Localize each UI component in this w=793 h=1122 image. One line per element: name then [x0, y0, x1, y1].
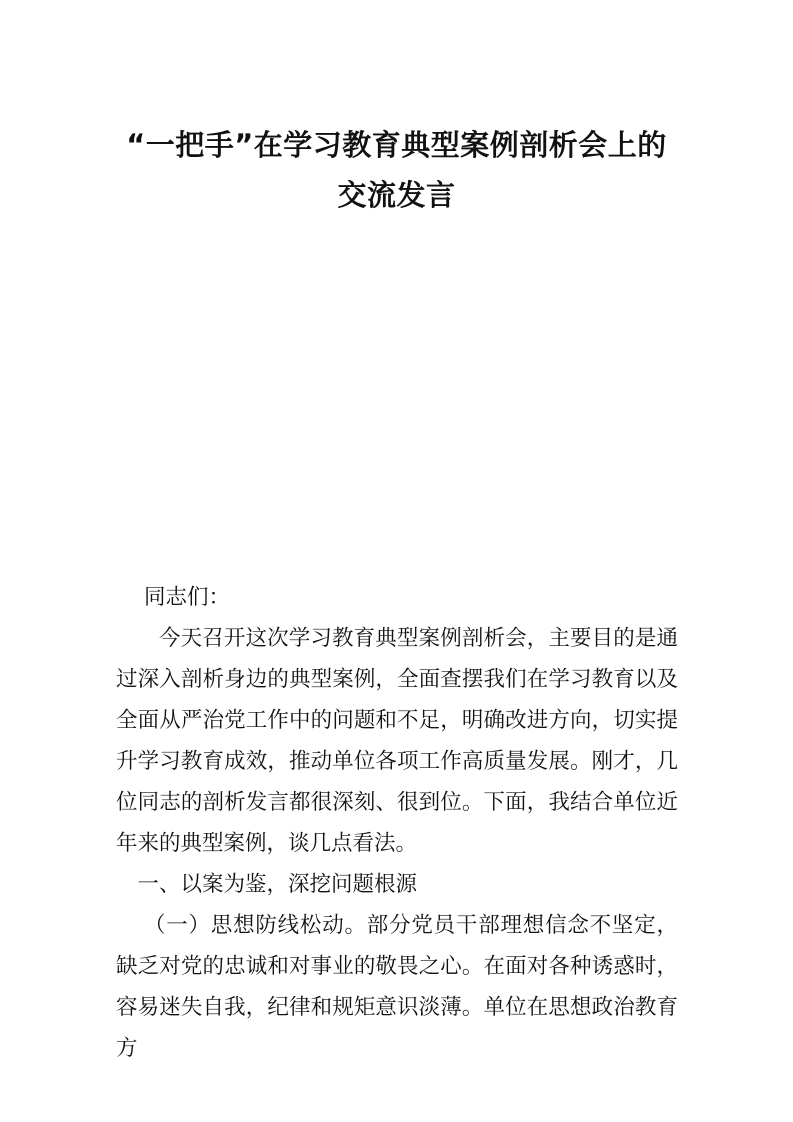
title-line-2: 交流发言	[337, 178, 456, 212]
subsection-1: （一）思想防线松动。部分党员干部理想信念不坚定，缺乏对党的忠诚和对事业的敬畏之心。在面对各种诱惑时，容易迷失自我，纪律和规矩意识淡薄。单位在思想政治教育方	[116, 913, 678, 1061]
section-heading-1: 一、以案为鉴，深挖问题根源	[137, 872, 418, 897]
document-body	[116, 577, 678, 1069]
document-title	[110, 120, 683, 220]
title-line-1: “一把手”在学习教育典型案例剖析会上的	[126, 128, 667, 162]
salutation: 同志们：	[143, 585, 230, 610]
paragraph-intro: 今天召开这次学习教育典型案例剖析会，主要目的是通过深入剖析身边的典型案例，全面查摆我们在学习教育以及全面从严治党工作中的问题和不足，明确改进方向，切实提升学习教育成效，推动单位各项工作高质量发展。刚才，几位同志的剖析发言都很深刻、很到位。下面，我结合单位近年来的典型案例，谈几点看法。	[116, 626, 678, 856]
